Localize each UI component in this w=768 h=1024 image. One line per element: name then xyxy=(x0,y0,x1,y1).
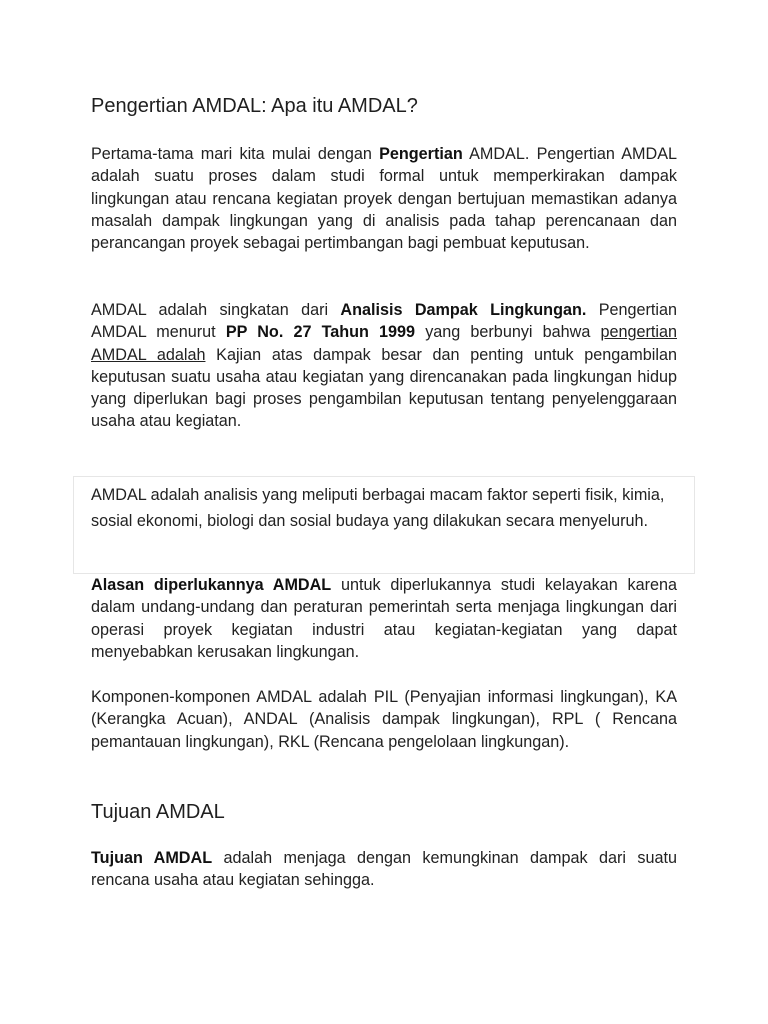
definition-text-2: Pengertian AMDAL menurut xyxy=(91,301,677,342)
tujuan-text: adalah menjaga dengan kemungkinan dampak dari suatu rencana usaha atau kegiatan sehingga. xyxy=(91,849,677,890)
definition-bold-pp: PP No. 27 Tahun 1999 xyxy=(225,323,416,342)
definition-bold-analisis: Analisis Dampak Lingkungan. xyxy=(340,301,587,319)
alasan-text: untuk diperlukannya studi kelayakan karena dalam undang-undang dan peraturan pemerintah serta menjaga lingkungan dari operasi proyek kegiatan industri atau kegiatan-kegiatan yang dapat menyebabkan kerusakan lingkungan. xyxy=(91,576,677,661)
paragraph-alasan xyxy=(91,574,677,663)
intro-text-2: AMDAL. Pengertian AMDAL adalah suatu proses dalam studi formal untuk memperkirakan dampak lingkungan atau rencana kegiatan proyek dengan bertujuan memastikan adanya masalah dampak lingkungan yang di analisis pada tahap perencanaan dan perancangan proyek sebagai pertimbangan bagi pembuat keputusan. xyxy=(91,145,677,253)
paragraph-tujuan xyxy=(91,847,677,892)
intro-text-1: Pertama-tama mari kita mulai dengan xyxy=(91,145,380,163)
alasan-bold: Alasan diperlukannya AMDAL xyxy=(91,576,332,594)
paragraph-komponen: Komponen-komponen AMDAL adalah PIL (Penyajian informasi lingkungan), KA (Kerangka Acuan), ANDAL (Analisis dampak lingkungan), RPL ( Rencana pemantauan lingkungan), RKL (Rencana pengelolaan lingkungan). xyxy=(91,688,677,751)
definition-link[interactable]: pengertian AMDAL adalah xyxy=(91,323,677,364)
tujuan-bold: Tujuan AMDAL xyxy=(91,849,213,867)
definition-text-4: Kajian atas dampak besar dan penting untuk pengambilan keputusan suatu usaha atau kegiatan yang direncanakan pada lingkungan hidup yang diperlukan bagi proses pengambilan keputusan tentang penyelenggaraan usaha atau kegiatan. xyxy=(91,345,677,431)
paragraph-definition xyxy=(91,299,677,433)
paragraph-intro xyxy=(91,143,677,254)
callout-box xyxy=(73,476,695,574)
definition-text-1: AMDAL adalah singkatan dari xyxy=(91,301,341,319)
section-title-tujuan: Tujuan AMDAL xyxy=(91,801,225,823)
definition-text-3: yang berbunyi bahwa xyxy=(415,323,601,342)
intro-bold-pengertian: Pengertian xyxy=(379,145,463,163)
callout-text: AMDAL adalah analisis yang meliputi berbagai macam faktor seperti fisik, kimia, sosial ekonomi, biologi dan sosial budaya yang dilakukan secara menyeluruh. xyxy=(91,486,665,530)
section-title-pengertian: Pengertian AMDAL: Apa itu AMDAL? xyxy=(91,95,418,117)
